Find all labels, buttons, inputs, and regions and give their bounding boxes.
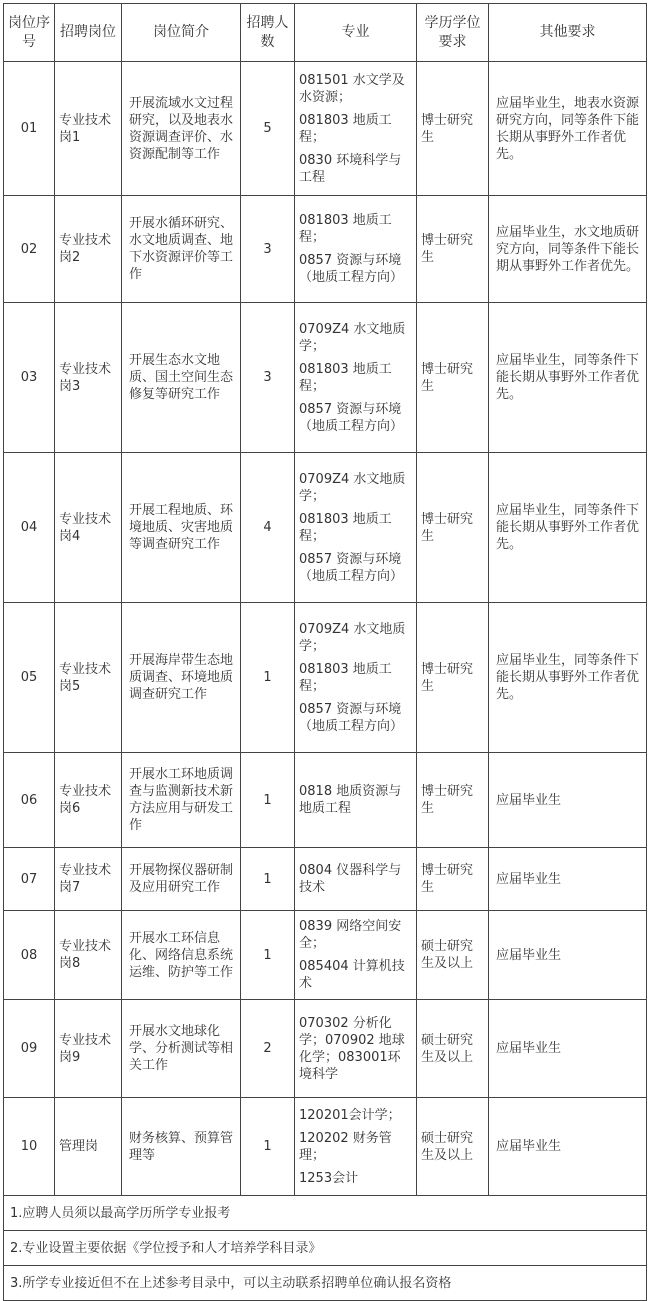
major-item: 081501 水文学及水资源；: [299, 72, 405, 105]
cell-count: 1: [241, 753, 295, 848]
cell-post: 专业技术岗6: [55, 753, 122, 848]
cell-other: 应届毕业生，同等条件下能长期从事野外工作者优先。: [489, 303, 647, 453]
table-row: [4, 753, 647, 848]
cell-count: 4: [241, 453, 295, 603]
major-item: 070302 分析化学；070902 地球化学；083001环境科学: [299, 1015, 405, 1082]
cell-major: [295, 753, 417, 848]
table-row: [4, 303, 647, 453]
cell-degree: 博士研究生: [417, 196, 489, 303]
major-item: 0857 资源与环境（地质工程方向）: [299, 253, 404, 285]
cell-seq: 09: [4, 1000, 55, 1098]
table-header-row: [4, 4, 647, 62]
cell-other: 应届毕业生，水文地质研究方向，同等条件下能长期从事野外工作者优先。: [489, 196, 647, 303]
table-row: [4, 603, 647, 753]
cell-degree: 博士研究生: [417, 303, 489, 453]
major-item: 085404 计算机技术: [299, 959, 405, 991]
cell-post: 专业技术岗4: [55, 453, 122, 603]
cell-other: 应届毕业生: [489, 1098, 647, 1196]
table-row: [4, 453, 647, 603]
cell-seq: 06: [4, 753, 55, 848]
cell-post: 管理岗: [55, 1098, 122, 1196]
cell-major: [295, 1098, 417, 1196]
cell-post: 专业技术岗2: [55, 196, 122, 303]
cell-major: [295, 848, 417, 911]
header-seq: 岗位序号: [4, 4, 55, 62]
cell-other: 应届毕业生: [489, 848, 647, 911]
cell-count: 3: [241, 196, 295, 303]
cell-count: 3: [241, 303, 295, 453]
cell-major: [295, 603, 417, 753]
cell-seq: 01: [4, 62, 55, 196]
cell-intro: 开展海岸带生态地质调查、环境地质调查研究工作: [122, 603, 241, 753]
cell-degree: 硕士研究生及以上: [417, 911, 489, 1000]
cell-post: 专业技术岗3: [55, 303, 122, 453]
recruitment-table-sheet: [3, 3, 646, 1301]
note-2: 2.专业设置主要依据《学位授予和人才培养学科目录》: [4, 1231, 647, 1266]
cell-post: 专业技术岗9: [55, 1000, 122, 1098]
major-item: 081803 地质工程；: [299, 361, 392, 394]
cell-intro: 开展水文地球化学、分析测试等相关工作: [122, 1000, 241, 1098]
cell-post: 专业技术岗8: [55, 911, 122, 1000]
table-body: [4, 62, 647, 1196]
cell-intro: 开展水循环研究、水文地质调查、地下水资源评价等工作: [122, 196, 241, 303]
major-item: 081803 地质工程；: [299, 661, 392, 694]
cell-other: 应届毕业生: [489, 1000, 647, 1098]
cell-seq: 03: [4, 303, 55, 453]
major-item: 0857 资源与环境（地质工程方向）: [299, 551, 404, 584]
cell-degree: 博士研究生: [417, 62, 489, 196]
major-item: 120201会计学；: [299, 1107, 401, 1123]
header-other: 其他要求: [489, 4, 647, 62]
cell-degree: 博士研究生: [417, 753, 489, 848]
cell-post: 专业技术岗7: [55, 848, 122, 911]
cell-count: 1: [241, 911, 295, 1000]
major-item: 081803 地质工程；: [299, 213, 392, 245]
table-row: [4, 848, 647, 911]
note-row: [4, 1196, 647, 1231]
cell-intro: 开展生态水文地质、国土空间生态修复等研究工作: [122, 303, 241, 453]
note-row: [4, 1266, 647, 1301]
cell-intro: 开展工程地质、环境地质、灾害地质等调查研究工作: [122, 453, 241, 603]
major-item: 120202 财务管理；: [299, 1130, 392, 1163]
cell-major: [295, 1000, 417, 1098]
header-post: 招聘岗位: [55, 4, 122, 62]
cell-seq: 02: [4, 196, 55, 303]
cell-major: [295, 62, 417, 196]
cell-degree: 博士研究生: [417, 603, 489, 753]
cell-degree: 硕士研究生及以上: [417, 1098, 489, 1196]
cell-other: 应届毕业生: [489, 911, 647, 1000]
table-row: [4, 911, 647, 1000]
table-row: [4, 62, 647, 196]
major-item: 0709Z4 水文地质学；: [299, 621, 406, 654]
cell-intro: 开展水工环地质调查与监测新技术新方法应用与研发工作: [122, 753, 241, 848]
cell-major: [295, 453, 417, 603]
major-item: 0839 网络空间安全；: [299, 919, 402, 951]
cell-intro: 开展物探仪器研制及应用研究工作: [122, 848, 241, 911]
cell-intro: 开展流域水文过程研究，以及地表水资源调查评价、水资源配制等工作: [122, 62, 241, 196]
cell-other: 应届毕业生，同等条件下能长期从事野外工作者优先。: [489, 603, 647, 753]
cell-count: 1: [241, 603, 295, 753]
cell-count: 5: [241, 62, 295, 196]
table-row: [4, 196, 647, 303]
cell-count: 1: [241, 848, 295, 911]
header-intro: 岗位简介: [122, 4, 241, 62]
cell-major: [295, 303, 417, 453]
major-item: 0857 资源与环境（地质工程方向）: [299, 701, 404, 734]
major-item: 1253会计: [299, 1170, 359, 1186]
recruitment-table: [3, 3, 647, 1301]
header-major: 专业: [295, 4, 417, 62]
major-item: 0857 资源与环境（地质工程方向）: [299, 401, 404, 434]
table-row: [4, 1098, 647, 1196]
note-3: 3.所学专业接近但不在上述参考目录中，可以主动联系招聘单位确认报名资格: [4, 1266, 647, 1301]
major-item: 081803 地质工程；: [299, 112, 392, 145]
table-row: [4, 1000, 647, 1098]
cell-major: [295, 196, 417, 303]
cell-degree: 硕士研究生及以上: [417, 1000, 489, 1098]
major-item: 0709Z4 水文地质学；: [299, 471, 406, 504]
cell-other: 应届毕业生，同等条件下能长期从事野外工作者优先。: [489, 453, 647, 603]
cell-count: 1: [241, 1098, 295, 1196]
major-item: 0830 环境科学与工程: [299, 152, 402, 185]
cell-seq: 08: [4, 911, 55, 1000]
note-row: [4, 1231, 647, 1266]
cell-degree: 博士研究生: [417, 848, 489, 911]
major-item: 0804 仪器科学与技术: [299, 863, 402, 895]
cell-intro: 财务核算、预算管理等: [122, 1098, 241, 1196]
cell-post: 专业技术岗1: [55, 62, 122, 196]
cell-seq: 04: [4, 453, 55, 603]
cell-other: 应届毕业生: [489, 753, 647, 848]
major-item: 0818 地质资源与地质工程: [299, 784, 402, 816]
header-degree: 学历学位要求: [417, 4, 489, 62]
cell-major: [295, 911, 417, 1000]
cell-intro: 开展水工环信息化、网络信息系统运维、防护等工作: [122, 911, 241, 1000]
cell-other: 应届毕业生，地表水资源研究方向，同等条件下能长期从事野外工作者优先。: [489, 62, 647, 196]
cell-seq: 07: [4, 848, 55, 911]
cell-degree: 博士研究生: [417, 453, 489, 603]
header-count: 招聘人数: [241, 4, 295, 62]
notes-section: [4, 1196, 647, 1301]
note-1: 1.应聘人员须以最高学历所学专业报考: [4, 1196, 647, 1231]
cell-post: 专业技术岗5: [55, 603, 122, 753]
major-item: 0709Z4 水文地质学；: [299, 321, 406, 354]
major-item: 081803 地质工程；: [299, 511, 392, 544]
cell-count: 2: [241, 1000, 295, 1098]
cell-seq: 10: [4, 1098, 55, 1196]
cell-seq: 05: [4, 603, 55, 753]
